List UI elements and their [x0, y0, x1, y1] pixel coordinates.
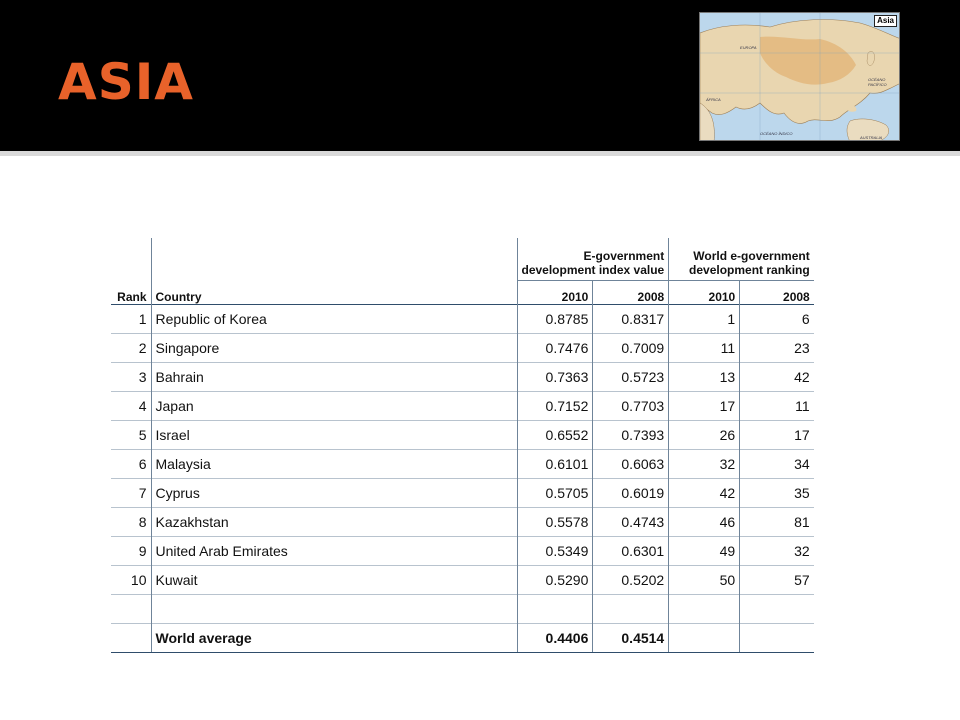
- header-country: Country: [151, 280, 517, 304]
- table-header-row-columns: [111, 280, 814, 304]
- cell-ranking-2010: 13: [669, 362, 740, 391]
- cell-index-2008: 0.8317: [593, 304, 669, 333]
- header-index-2010: 2010: [517, 280, 593, 304]
- cell-index-2008: 0.6063: [593, 449, 669, 478]
- table-row: [111, 391, 814, 420]
- cell-country: United Arab Emirates: [151, 536, 517, 565]
- cell-ranking-2010: 46: [669, 507, 740, 536]
- cell-country: Singapore: [151, 333, 517, 362]
- map-label: Asia: [874, 15, 897, 27]
- table-row: [111, 362, 814, 391]
- cell-world-average-2010: 0.4406: [517, 623, 593, 652]
- cell-country: Japan: [151, 391, 517, 420]
- cell-ranking-2010: 50: [669, 565, 740, 594]
- cell-ranking-2008: 6: [740, 304, 814, 333]
- cell-country: Republic of Korea: [151, 304, 517, 333]
- cell-rank: 4: [111, 391, 151, 420]
- table-row: [111, 478, 814, 507]
- cell-country: Malaysia: [151, 449, 517, 478]
- cell-index-2010: 0.6101: [517, 449, 593, 478]
- cell-index-2010: 0.5578: [517, 507, 593, 536]
- group-header-ranking-line2: development ranking: [689, 262, 810, 277]
- table-header-row-groups: [111, 238, 814, 280]
- slide-title: ASIA: [58, 53, 195, 111]
- cell-rank: 8: [111, 507, 151, 536]
- cell-rank: 5: [111, 420, 151, 449]
- map-caption-australia: AUSTRALIA: [860, 135, 883, 140]
- cell-country: Cyprus: [151, 478, 517, 507]
- table-row: [111, 507, 814, 536]
- cell-index-2010: 0.5705: [517, 478, 593, 507]
- cell-index-2008: 0.7703: [593, 391, 669, 420]
- cell-country: Kazakhstan: [151, 507, 517, 536]
- cell-ranking-2008: 11: [740, 391, 814, 420]
- cell-rank: 10: [111, 565, 151, 594]
- cell-ranking-2008: 81: [740, 507, 814, 536]
- table-row: [111, 536, 814, 565]
- cell-ranking-2010: 11: [669, 333, 740, 362]
- table-row: [111, 420, 814, 449]
- cell-ranking-2010: 1: [669, 304, 740, 333]
- egov-ranking-table: [111, 238, 814, 653]
- cell-ranking-2010: 32: [669, 449, 740, 478]
- cell-index-2010: 0.6552: [517, 420, 593, 449]
- map-caption-europe: EUROPA: [740, 45, 757, 50]
- header-divider: [0, 151, 960, 156]
- header-ranking-2008: 2008: [740, 280, 814, 304]
- cell-index-2008: 0.5202: [593, 565, 669, 594]
- group-header-index: [517, 238, 669, 280]
- cell-ranking-2008: 32: [740, 536, 814, 565]
- cell-rank: 7: [111, 478, 151, 507]
- cell-ranking-2010: 26: [669, 420, 740, 449]
- cell-ranking-2008: 23: [740, 333, 814, 362]
- group-header-ranking-line1: World e-government: [693, 248, 810, 263]
- cell-index-2010: 0.5290: [517, 565, 593, 594]
- cell-ranking-2008: 57: [740, 565, 814, 594]
- cell-rank: 3: [111, 362, 151, 391]
- group-header-index-line2: development index value: [521, 262, 665, 277]
- table-row: [111, 304, 814, 333]
- cell-index-2010: 0.8785: [517, 304, 593, 333]
- cell-index-2010: 0.7476: [517, 333, 593, 362]
- cell-index-2008: 0.4743: [593, 507, 669, 536]
- header-rank: Rank: [117, 289, 147, 304]
- cell-world-average-label: World average: [151, 623, 517, 652]
- cell-index-2008: 0.5723: [593, 362, 669, 391]
- cell-country: Bahrain: [151, 362, 517, 391]
- table-row-empty: [111, 594, 814, 623]
- group-header-ranking: [669, 238, 814, 280]
- header-index-2008: 2008: [593, 280, 669, 304]
- table-row: [111, 565, 814, 594]
- cell-country: Kuwait: [151, 565, 517, 594]
- table-row-world-average: [111, 623, 814, 652]
- cell-index-2010: 0.5349: [517, 536, 593, 565]
- table-row: [111, 333, 814, 362]
- header-ranking-2010: 2010: [669, 280, 740, 304]
- cell-ranking-2008: 42: [740, 362, 814, 391]
- cell-rank: 9: [111, 536, 151, 565]
- cell-rank: 2: [111, 333, 151, 362]
- cell-index-2008: 0.7393: [593, 420, 669, 449]
- map-caption-africa: ÁFRICA: [706, 97, 721, 102]
- cell-index-2008: 0.6019: [593, 478, 669, 507]
- cell-rank: 1: [111, 304, 151, 333]
- map-caption-indian-ocean: OCÉANO ÍNDICO: [760, 131, 793, 136]
- cell-ranking-2010: 49: [669, 536, 740, 565]
- cell-ranking-2008: 34: [740, 449, 814, 478]
- asia-map-image: [699, 12, 900, 141]
- cell-ranking-2008: 17: [740, 420, 814, 449]
- cell-ranking-2010: 42: [669, 478, 740, 507]
- cell-index-2010: 0.7152: [517, 391, 593, 420]
- cell-index-2008: 0.7009: [593, 333, 669, 362]
- table-row: [111, 449, 814, 478]
- map-caption-pacific-ocean: OCÉANO PACÍFICO: [868, 77, 887, 87]
- cell-ranking-2010: 17: [669, 391, 740, 420]
- cell-country: Israel: [151, 420, 517, 449]
- cell-rank: 6: [111, 449, 151, 478]
- cell-ranking-2008: 35: [740, 478, 814, 507]
- group-header-index-line1: E-government: [583, 248, 665, 263]
- cell-index-2008: 0.6301: [593, 536, 669, 565]
- cell-index-2010: 0.7363: [517, 362, 593, 391]
- cell-world-average-2008: 0.4514: [593, 623, 669, 652]
